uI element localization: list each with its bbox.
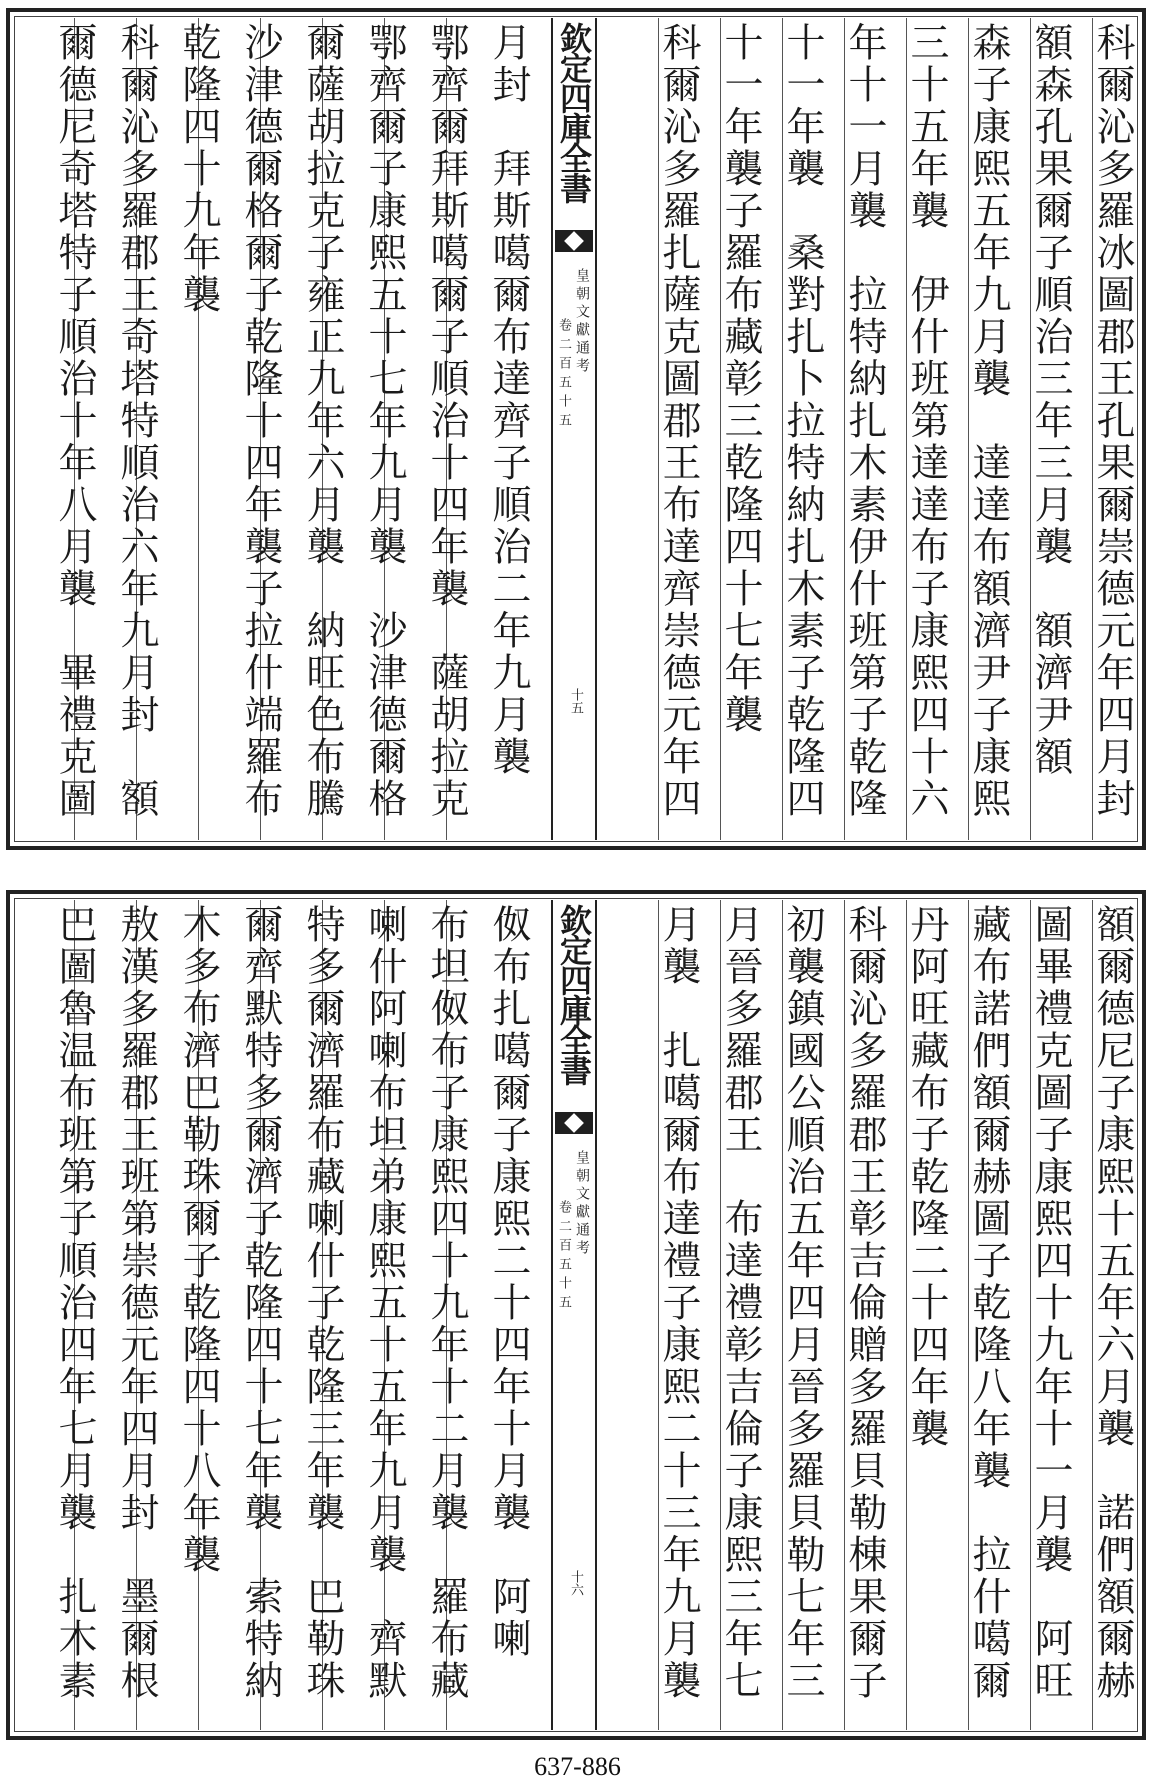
text-column: 伮布扎噶爾子康熙二十四年十月襲 阿喇 — [486, 904, 531, 1660]
text-column: 科爾沁多羅郡王奇塔特順治六年九月封 額 — [114, 22, 159, 820]
text-column: 三十五年襲 伊什班第達達布子康熙四十六 — [904, 22, 949, 820]
text-column: 月晉多羅郡王 布達禮彰吉倫子康熙三年七 — [718, 904, 763, 1702]
text-column: 沙津德爾格爾子乾隆十四年襲子拉什端羅布 — [238, 22, 283, 820]
text-column: 爾薩胡拉克子雍正九年六月襲 納旺色布騰 — [300, 22, 345, 820]
center-fold-margin — [551, 18, 597, 840]
fishtail-mark-icon — [555, 230, 593, 252]
fishtail-mark-icon — [555, 1112, 593, 1134]
text-column: 鄂齊爾拜斯噶爾子順治十四年襲 薩胡拉克 — [424, 22, 469, 820]
folio-number: 十五 — [568, 688, 583, 714]
text-column: 敖漢多羅郡王班第崇德元年四月封 墨爾根 — [114, 904, 159, 1702]
text-column: 年十一月襲 拉特納扎木素伊什班第子乾隆 — [842, 22, 887, 820]
text-column: 十一年襲子羅布藏彰三乾隆四十七年襲 — [718, 22, 763, 736]
juan-number: 卷二百五十五 — [556, 1200, 571, 1314]
text-column: 特多爾濟羅布藏喇什子乾隆三年襲 巴勒珠 — [300, 904, 345, 1702]
text-column: 額爾德尼子康熙十五年六月襲 諾們額爾赫 — [1090, 904, 1135, 1702]
text-column: 科爾沁多羅扎薩克圖郡王布達齊崇德元年四 — [656, 22, 701, 820]
text-column: 巴圖魯温布班第子順治四年七月襲 扎木素 — [52, 904, 97, 1702]
text-column: 爾齊默特多爾濟子乾隆四十七年襲 索特納 — [238, 904, 283, 1702]
book-subtitle: 皇朝文獻通考 — [574, 1150, 590, 1258]
book-title: 欽定四庫全書 — [555, 904, 593, 1084]
text-column: 鄂齊爾子康熙五十七年九月襲 沙津德爾格 — [362, 22, 407, 820]
text-column: 爾德尼奇塔特子順治十年八月襲 畢禮克圖 — [52, 22, 97, 820]
text-column: 乾隆四十九年襲 — [176, 22, 221, 316]
text-column: 科爾沁多羅郡王彰吉倫贈多羅貝勒棟果爾子 — [842, 904, 887, 1702]
book-subtitle: 皇朝文獻通考 — [574, 268, 590, 376]
text-column: 月襲 扎噶爾布達禮子康熙二十三年九月襲 — [656, 904, 701, 1702]
upper-book-page — [6, 8, 1146, 850]
text-column: 月封 拜斯噶爾布達齊子順治二年九月襲 — [486, 22, 531, 778]
text-column: 額森孔果爾子順治三年三月襲 額濟尹額 — [1028, 22, 1073, 778]
text-column: 布坦伮布子康熙四十九年十二月襲 羅布藏 — [424, 904, 469, 1702]
text-column: 初襲鎮國公順治五年四月晉多羅貝勒七年三 — [780, 904, 825, 1702]
text-column: 圖畢禮克圖子康熙四十九年十一月襲 阿旺 — [1028, 904, 1073, 1702]
text-column: 藏布諾們額爾赫圖子乾隆八年襲 拉什噶爾 — [966, 904, 1011, 1702]
page-number: 637-886 — [534, 1752, 621, 1781]
folio-number: 十六 — [568, 1570, 583, 1596]
book-title: 欽定四庫全書 — [555, 22, 593, 202]
lower-book-page — [6, 890, 1146, 1740]
text-column: 丹阿旺藏布子乾隆二十四年襲 — [904, 904, 949, 1450]
text-column: 喇什阿喇布坦弟康熙五十五年九月襲 齊默 — [362, 904, 407, 1702]
juan-number: 卷二百五十五 — [556, 318, 571, 432]
text-column: 十一年襲 桑對扎卜拉特納扎木素子乾隆四 — [780, 22, 825, 820]
text-column: 森子康熙五年九月襲 達達布額濟尹子康熙 — [966, 22, 1011, 820]
text-column: 科爾沁多羅冰圖郡王孔果爾崇德元年四月封 — [1090, 22, 1135, 820]
text-column: 木多布濟巴勒珠爾子乾隆四十八年襲 — [176, 904, 221, 1576]
center-fold-margin — [551, 900, 597, 1730]
